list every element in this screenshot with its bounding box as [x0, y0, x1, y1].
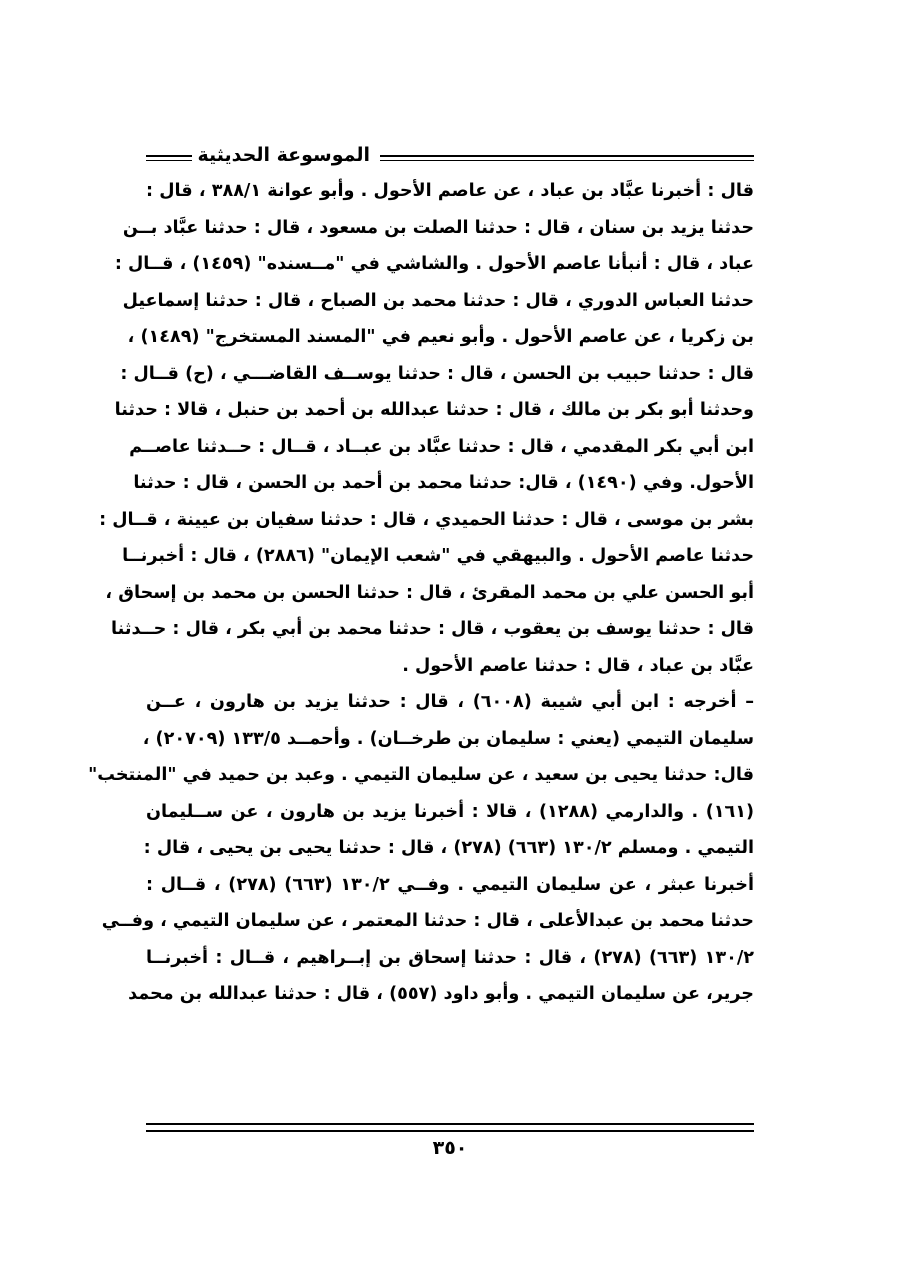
footer-rule	[146, 1123, 754, 1132]
text-line: حدثنا عاصم الأحول . والبيهقي في "شعب الإيمان" (٢٨٨٦) ، قال : أخبرنــا	[122, 546, 754, 566]
text-line: ابن أبي بكر المقدمي ، قال : حدثنا عبَّاد بن عبــاد ، قــال : حــدثنا عاصــم	[129, 436, 754, 457]
text-line: أخبرنا عبثر ، عن سليمان التيمي . وفــي ١٣٠/٢ (٦٦٣) (٢٧٨) ، قــال :	[146, 874, 754, 895]
page-number: ٣٥٠	[432, 1137, 468, 1159]
header-rule-right	[380, 155, 754, 161]
text-line: جرير، عن سليمان التيمي . وأبو داود (٥٥٧) ، قال : حدثنا عبدالله بن محمد	[128, 984, 754, 1004]
text-line: قال: حدثنا يحيى بن سعيد ، عن سليمان التيمي . وعبد بن حميد في "المنتخب"	[88, 765, 754, 785]
text-line: وحدثنا أبو بكر بن مالك ، قال : حدثنا عبدالله بن أحمد بن حنبل ، قالا : حدثنا	[114, 400, 754, 420]
text-line: أبو الحسن علي بن محمد المقرئ ، قال : حدثنا الحسن بن محمد بن إسحاق ،	[105, 582, 754, 603]
text-line: ١٣٠/٢ (٦٦٣) (٢٧٨) ، قال : حدثنا إسحاق بن إبــراهيم ، قــال : أخبرنــا	[146, 947, 754, 968]
header-rule-left	[146, 155, 192, 161]
text-line: – أخرجه : ابن أبي شيبة (٦٠٠٨) ، قال : حدثنا يزيد بن هارون ، عــن	[146, 692, 754, 712]
text-line: عباد ، قال : أنبأنا عاصم الأحول . والشاشي في "مــسنده" (١٤٥٩) ، قــال :	[114, 254, 754, 274]
text-line: بشر بن موسى ، قال : حدثنا الحميدي ، قال : حدثنا سفيان بن عيينة ، قــال :	[99, 509, 754, 530]
main-text	[88, 173, 755, 1013]
text-line: قال : أخبرنا عبَّاد بن عباد ، عن عاصم الأحول . وأبو عوانة ٣٨٨/١ ، قال :	[146, 181, 754, 201]
text-line: قال : حدثنا يوسف بن يعقوب ، قال : حدثنا محمد بن أبي بكر ، قال : حــدثنا	[111, 619, 754, 639]
text-line: بن زكريا ، عن عاصم الأحول . وأبو نعيم في "المسند المستخرج" (١٤٨٩) ،	[127, 327, 754, 347]
text-line: قال : حدثنا حبيب بن الحسن ، قال : حدثنا يوســف القاضـــي ، (ح) قــال :	[120, 363, 754, 384]
text-line: حدثنا العباس الدوري ، قال : حدثنا محمد بن الصباح ، قال : حدثنا إسماعيل	[122, 290, 754, 311]
text-line: (١٦١) . والدارمي (١٢٨٨) ، قالا : أخبرنا يزيد بن هارون ، عن ســليمان	[146, 801, 755, 822]
text-line: التيمي . ومسلم ١٣٠/٢ (٦٦٣) (٢٧٨) ، قال : حدثنا يحيى بن يحيى ، قال :	[143, 838, 754, 858]
text-line: الأحول. وفي (١٤٩٠) ، قال: حدثنا محمد بن أحمد بن الحسن ، قال : حدثنا	[133, 473, 754, 493]
text-line: حدثنا يزيد بن سنان ، قال : حدثنا الصلت بن مسعود ، قال : حدثنا عبَّاد بــن	[122, 217, 754, 238]
text-line: عبَّاد بن عباد ، قال : حدثنا عاصم الأحول .	[402, 655, 754, 676]
text-line: سليمان التيمي (يعني : سليمان بن طرخــان) . وأحمــد ١٣٣/٥ (٢٠٧٠٩) ،	[142, 728, 754, 749]
header-title: الموسوعة الحديثية	[197, 144, 370, 166]
text-line: حدثنا محمد بن عبدالأعلى ، قال : حدثنا المعتمر ، عن سليمان التيمي ، وفــي	[101, 911, 754, 931]
running-header	[146, 146, 754, 170]
